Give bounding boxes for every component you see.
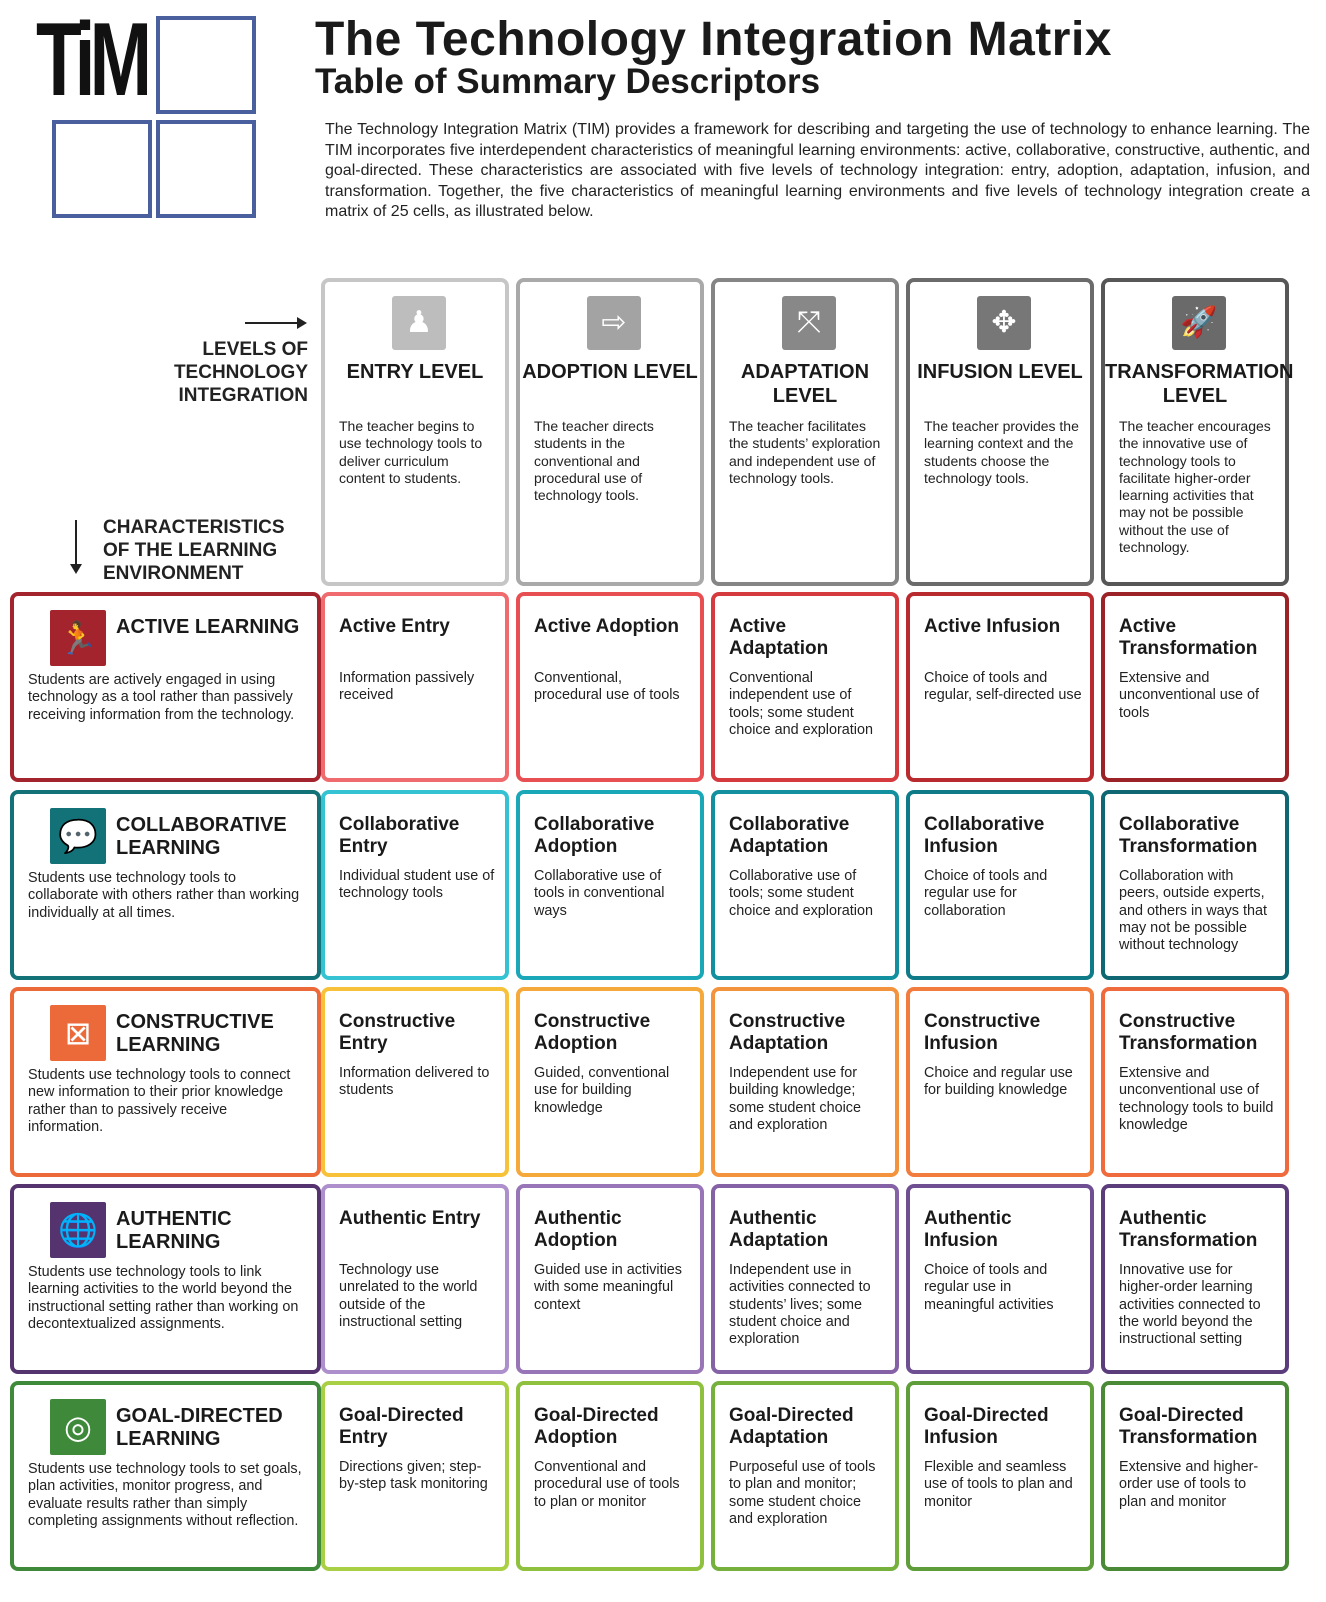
- levels-axis-label: LEVELS OF TECHNOLOGY INTEGRATION: [173, 339, 308, 406]
- level-description: The teacher facilitates the students’ exploration and independent use of technology tools.: [729, 418, 881, 486]
- globe-icon: 🌐: [50, 1202, 106, 1258]
- cell-description: Choice of tools and regular use in meaningful activities: [924, 1262, 1054, 1313]
- page-title: The Technology Integration Matrix: [315, 13, 1112, 66]
- cell-description: Collaborative use of tools; some student choice and exploration: [729, 868, 874, 919]
- matrix-cell: [1101, 790, 1289, 980]
- level-description: The teacher provides the learning context and the students choose the technology tools.: [924, 418, 1079, 486]
- cell-title: Collaborative Entry: [339, 814, 460, 857]
- cell-description: Conventional independent use of tools; some student choice and exploration: [729, 670, 874, 738]
- running-figure-icon: 🏃: [50, 610, 106, 666]
- characteristic-description: Students use technology tools to link learning activities to the world beyond the instructional setting rather than working on decontextualized assignments.: [28, 1264, 299, 1333]
- cell-description: Choice and regular use for building knowledge: [924, 1065, 1073, 1099]
- cell-title: Active Adaptation: [729, 616, 829, 659]
- matrix-cell: [906, 987, 1094, 1177]
- cell-title: Active Infusion: [924, 616, 1061, 637]
- cell-description: Individual student use of technology tools: [339, 868, 495, 902]
- matrix-cell: [516, 592, 704, 782]
- characteristic-header-2: [10, 790, 321, 980]
- matrix-cell: [1101, 592, 1289, 782]
- cell-title: Constructive Transformation: [1119, 1011, 1258, 1054]
- matrix-cell: [1101, 987, 1289, 1177]
- cell-description: Collaboration with peers, outside experts, and others in ways that may not be possible without technology: [1119, 868, 1267, 954]
- characteristics-axis-label: CHARACTERISTICS OF THE LEARNING ENVIRONMENT: [103, 517, 285, 584]
- logo-square: [156, 16, 256, 114]
- matrix-cell: [321, 1184, 509, 1374]
- arrow-right-icon: [245, 322, 305, 324]
- matrix-cell: [711, 987, 899, 1177]
- matrix-cell: [321, 592, 509, 782]
- level-name: INFUSION LEVEL: [917, 361, 1083, 383]
- characteristic-header-4: [10, 1184, 321, 1374]
- cell-description: Technology use unrelated to the world outside of the instructional setting: [339, 1262, 478, 1330]
- arrow-down-icon: [75, 520, 77, 572]
- cell-title: Goal-Directed Infusion: [924, 1405, 1049, 1448]
- cell-description: Choice of tools and regular use for collaboration: [924, 868, 1048, 919]
- cell-title: Collaborative Adoption: [534, 814, 655, 857]
- characteristic-description: Students use technology tools to connect new information to their prior knowledge rather than to passively receive information.: [28, 1067, 291, 1136]
- cell-title: Goal-Directed Adoption: [534, 1405, 659, 1448]
- level-name: ADOPTION LEVEL: [522, 361, 698, 383]
- tim-logo: [36, 2, 258, 224]
- characteristic-description: Students use technology tools to collaborate with others rather than working individually at all times.: [28, 870, 300, 921]
- cell-title: Collaborative Transformation: [1119, 814, 1258, 857]
- characteristic-description: Students are actively engaged in using technology as a tool rather than passively receiving information from the technology.: [28, 672, 295, 723]
- level-header-4: [906, 278, 1094, 586]
- cell-title: Authentic Infusion: [924, 1208, 1012, 1251]
- cell-title: Authentic Adoption: [534, 1208, 622, 1251]
- diverging-arrows-icon: ⤧: [782, 296, 836, 350]
- characteristic-header-1: [10, 592, 321, 782]
- cell-description: Flexible and seamless use of tools to plan and monitor: [924, 1459, 1073, 1510]
- cell-title: Constructive Adoption: [534, 1011, 651, 1054]
- cell-description: Extensive and unconventional use of tools: [1119, 670, 1260, 721]
- matrix-cell: [516, 1184, 704, 1374]
- level-header-2: [516, 278, 704, 586]
- level-description: The teacher encourages the innovative use of technology tools to facilitate higher-order learning activities that may not be possible without the use of technology.: [1119, 418, 1271, 556]
- level-header-3: [711, 278, 899, 586]
- matrix-cell: [711, 592, 899, 782]
- teacher-board-icon: ♟: [392, 296, 446, 350]
- lattice-grid-icon: ⊠: [50, 1005, 106, 1061]
- cell-description: Guided use in activities with some meaningful context: [534, 1262, 682, 1313]
- cell-description: Independent use in activities connected to students’ lives; some student choice and exploration: [729, 1262, 871, 1348]
- cell-description: Guided, conventional use for building knowledge: [534, 1065, 670, 1116]
- matrix-cell: [906, 1381, 1094, 1571]
- cell-title: Goal-Directed Adaptation: [729, 1405, 854, 1448]
- arrows-spread-icon: ✥: [977, 296, 1031, 350]
- chat-bubbles-icon: 💬: [50, 808, 106, 864]
- characteristic-name: CONSTRUCTIVE LEARNING: [116, 1011, 274, 1056]
- matrix-cell: [516, 987, 704, 1177]
- page-subtitle: Table of Summary Descriptors: [315, 62, 821, 101]
- characteristic-name: COLLABORATIVE LEARNING: [116, 814, 287, 859]
- matrix-cell: [321, 987, 509, 1177]
- intro-paragraph: The Technology Integration Matrix (TIM) provides a framework for describing and targeting the use of technology to enhance learning. The TIM incorporates five interdependent characteristics of meaningful learning environments: active, collaborative, constructive, authentic, and goal-directed. These characteristics are associated with five levels of technology integration: entry, adoption, adaptation, infusion, and transformation. Together, the five characteristics of meaningful learning environments and five levels of technology integration create a matrix of 25 cells, as illustrated below.: [325, 121, 1310, 220]
- level-description: The teacher directs students in the conventional and procedural use of technology tools.: [534, 418, 654, 504]
- matrix-cell: [906, 1184, 1094, 1374]
- cell-title: Active Entry: [339, 616, 450, 637]
- matrix-cell: [1101, 1184, 1289, 1374]
- cell-description: Information passively received: [339, 670, 475, 704]
- cell-description: Purposeful use of tools to plan and monitor; some student choice and exploration: [729, 1459, 876, 1527]
- cell-title: Constructive Infusion: [924, 1011, 1041, 1054]
- cell-title: Authentic Adaptation: [729, 1208, 829, 1251]
- level-description: The teacher begins to use technology tools to deliver curriculum content to students.: [339, 418, 483, 486]
- cell-title: Goal-Directed Transformation: [1119, 1405, 1258, 1448]
- matrix-cell: [516, 790, 704, 980]
- cell-title: Collaborative Infusion: [924, 814, 1045, 857]
- cell-title: Constructive Entry: [339, 1011, 456, 1054]
- cell-title: Active Adoption: [534, 616, 679, 637]
- cell-description: Choice of tools and regular, self-directed use: [924, 670, 1082, 704]
- matrix-cell: [321, 790, 509, 980]
- cell-description: Conventional, procedural use of tools: [534, 670, 680, 704]
- cell-description: Directions given; step-by-step task monitoring: [339, 1459, 488, 1493]
- characteristic-name: ACTIVE LEARNING: [116, 616, 300, 638]
- matrix-cell: [321, 1381, 509, 1571]
- logo-square: [156, 120, 256, 218]
- cell-description: Extensive and higher-order use of tools to plan and monitor: [1119, 1459, 1259, 1510]
- matrix-cell: [711, 1381, 899, 1571]
- matrix-cell: [516, 1381, 704, 1571]
- logo-square: [52, 120, 152, 218]
- rocket-icon: 🚀: [1172, 296, 1226, 350]
- cell-description: Collaborative use of tools in conventional ways: [534, 868, 665, 919]
- level-name: ENTRY LEVEL: [346, 361, 484, 383]
- matrix-cell: [711, 1184, 899, 1374]
- characteristic-name: GOAL-DIRECTED LEARNING: [116, 1405, 283, 1450]
- cell-description: Conventional and procedural use of tools to plan or monitor: [534, 1459, 680, 1510]
- cell-description: Extensive and unconventional use of technology tools to build knowledge: [1119, 1065, 1274, 1133]
- cell-description: Innovative use for higher-order learning activities connected to the world beyond the instructional setting: [1119, 1262, 1261, 1348]
- level-header-1: [321, 278, 509, 586]
- level-header-5: [1101, 278, 1294, 586]
- characteristic-header-5: [10, 1381, 321, 1571]
- target-icon: ◎: [50, 1399, 106, 1455]
- matrix-cell: [906, 790, 1094, 980]
- matrix-cell: [1101, 1381, 1289, 1571]
- logo-wordmark: TiM: [36, 2, 147, 118]
- characteristic-description: Students use technology tools to set goals, plan activities, monitor progress, and evaluate results rather than simply completing assignments without reflection.: [28, 1461, 302, 1530]
- cell-description: Information delivered to students: [339, 1065, 490, 1099]
- cell-title: Goal-Directed Entry: [339, 1405, 464, 1448]
- level-name: ADAPTATION LEVEL: [740, 361, 870, 407]
- arrow-right-icon: ⇨: [587, 296, 641, 350]
- cell-description: Independent use for building knowledge; some student choice and exploration: [729, 1065, 861, 1133]
- cell-title: Collaborative Adaptation: [729, 814, 850, 857]
- cell-title: Authentic Transformation: [1119, 1208, 1258, 1251]
- level-name: TRANSFORMATION LEVEL: [1105, 361, 1294, 407]
- matrix-cell: [906, 592, 1094, 782]
- cell-title: Constructive Adaptation: [729, 1011, 846, 1054]
- cell-title: Active Transformation: [1119, 616, 1258, 659]
- matrix-cell: [711, 790, 899, 980]
- characteristic-header-3: [10, 987, 321, 1177]
- characteristic-name: AUTHENTIC LEARNING: [116, 1208, 232, 1253]
- cell-title: Authentic Entry: [339, 1208, 481, 1229]
